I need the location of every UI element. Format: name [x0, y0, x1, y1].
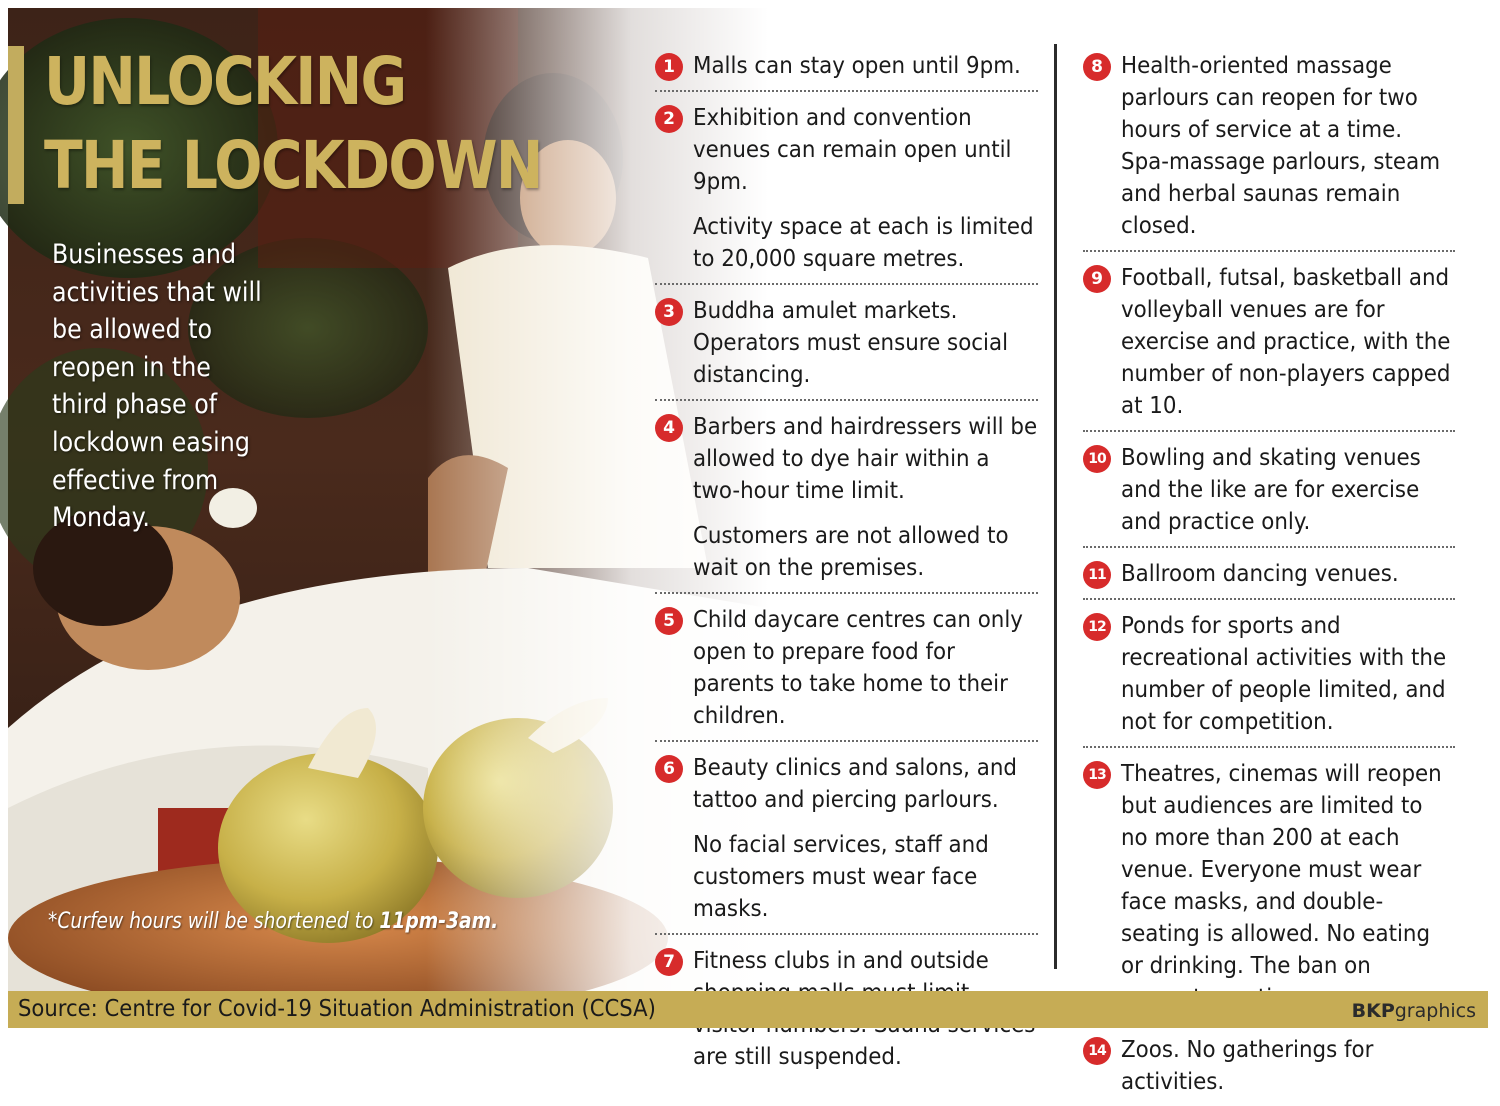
measure-item [655, 594, 1038, 742]
item-text [693, 751, 1038, 924]
item-paragraph: Zoos. No gatherings for activities. [1121, 1035, 1374, 1095]
measures-column-left [655, 40, 1038, 1081]
item-text [1121, 261, 1455, 421]
measure-item [655, 40, 1038, 92]
item-text [693, 294, 1038, 390]
measure-item [655, 92, 1038, 285]
credit-brand: BKP [1351, 1000, 1395, 1022]
item-paragraph: Bowling and skating venues and the like are for exercise and practice only. [1121, 443, 1421, 535]
item-paragraph: Fitness clubs in and outside are still suspended. [693, 946, 989, 1070]
item-paragraph: Activity space at each is limited to 20,000 square metres. [693, 212, 1034, 272]
measure-item [1083, 748, 1455, 1024]
measure-item [1083, 1024, 1455, 1106]
page-title [44, 40, 542, 208]
item-number-badge: 1 [655, 53, 683, 81]
item-text [1121, 49, 1455, 241]
measure-item [655, 401, 1038, 594]
item-text [693, 101, 1038, 274]
title-accent-bar [8, 46, 24, 204]
column-divider [1054, 44, 1057, 969]
measure-item [1083, 548, 1455, 600]
item-paragraph: Child daycare centres can only open to prepare food for parents to take home to their children. [693, 605, 1023, 729]
item-number-badge: 11 [1083, 561, 1111, 589]
item-number-badge: 10 [1083, 445, 1111, 473]
item-text [1121, 609, 1455, 737]
item-text [693, 49, 1038, 81]
item-paragraph: No facial services, staff and customers must wear face masks. [693, 830, 989, 922]
source-text: Source: Centre for Covid-19 Situation Administration (CCSA) [18, 996, 656, 1022]
item-text [1121, 757, 1455, 1013]
measure-item [655, 285, 1038, 401]
item-number-badge: 12 [1083, 613, 1111, 641]
item-paragraph: Health-oriented massage parlours can reopen for two hours of service at a time. Spa-massage parlours, steam and herbal saunas remain closed. [1121, 51, 1441, 239]
item-number-badge: 13 [1083, 761, 1111, 789]
credit-suffix: graphics [1394, 1000, 1476, 1022]
item-paragraph: Exhibition and convention venues can remain open until 9pm. [693, 103, 1012, 195]
item-number-badge: 4 [655, 414, 683, 442]
source-footer [8, 991, 1488, 1028]
item-number-badge: 2 [655, 105, 683, 133]
measure-item [1083, 40, 1455, 252]
item-paragraph: Malls can stay open until 9pm. [693, 51, 1021, 79]
measure-item [1083, 432, 1455, 548]
item-number-badge: 8 [1083, 53, 1111, 81]
measure-item [1083, 252, 1455, 432]
intro-text: Businesses and activities that will be allowed to reopen in the third phase of lockdown easing effective from Monday. [52, 239, 262, 534]
item-number-badge: 14 [1083, 1037, 1111, 1065]
item-number-badge: 7 [655, 948, 683, 976]
item-number-badge: 5 [655, 607, 683, 635]
item-paragraph: Theatres, cinemas will reopen but audiences are limited to no more than 200 at each venue. Everyone must wear face masks, and double-seating is allowed. No eating or drinking. The ban on [1121, 759, 1442, 979]
item-paragraph: Ballroom dancing venues. [1121, 559, 1399, 587]
item-paragraph: Beauty clinics and salons, and tattoo and piercing parlours. [693, 753, 1017, 813]
measure-item [1083, 600, 1455, 748]
title-line-1: UNLOCKING [44, 43, 406, 120]
item-paragraph: Barbers and hairdressers will be allowed to dye hair within a two-hour time limit. [693, 412, 1038, 504]
item-number-badge: 6 [655, 755, 683, 783]
curfew-note [48, 907, 498, 937]
curfew-note-text: *Curfew hours will be shortened to [48, 909, 380, 934]
item-text [1121, 1033, 1455, 1097]
item-number-badge: 3 [655, 298, 683, 326]
item-paragraph: Football, futsal, basketball and volleyball venues are for exercise and practice, with the number of non-players capped at 10. [1121, 263, 1451, 419]
item-paragraph: Ponds for sports and recreational activities with the number of people limited, and not for competition. [1121, 611, 1447, 735]
item-text [1121, 557, 1455, 589]
curfew-hours: 11pm-3am. [379, 909, 499, 934]
item-number-badge: 9 [1083, 265, 1111, 293]
item-text [1121, 441, 1455, 537]
measure-item [655, 742, 1038, 935]
title-line-2: THE LOCKDOWN [44, 127, 542, 204]
graphics-credit [1352, 999, 1476, 1023]
measures-column-right [1083, 40, 1455, 1106]
item-text [693, 410, 1038, 583]
item-text [693, 603, 1038, 731]
item-paragraph: Buddha amulet markets. Operators must ensure social distancing. [693, 296, 1009, 388]
item-paragraph: Customers are not allowed to wait on the premises. [693, 521, 1009, 581]
